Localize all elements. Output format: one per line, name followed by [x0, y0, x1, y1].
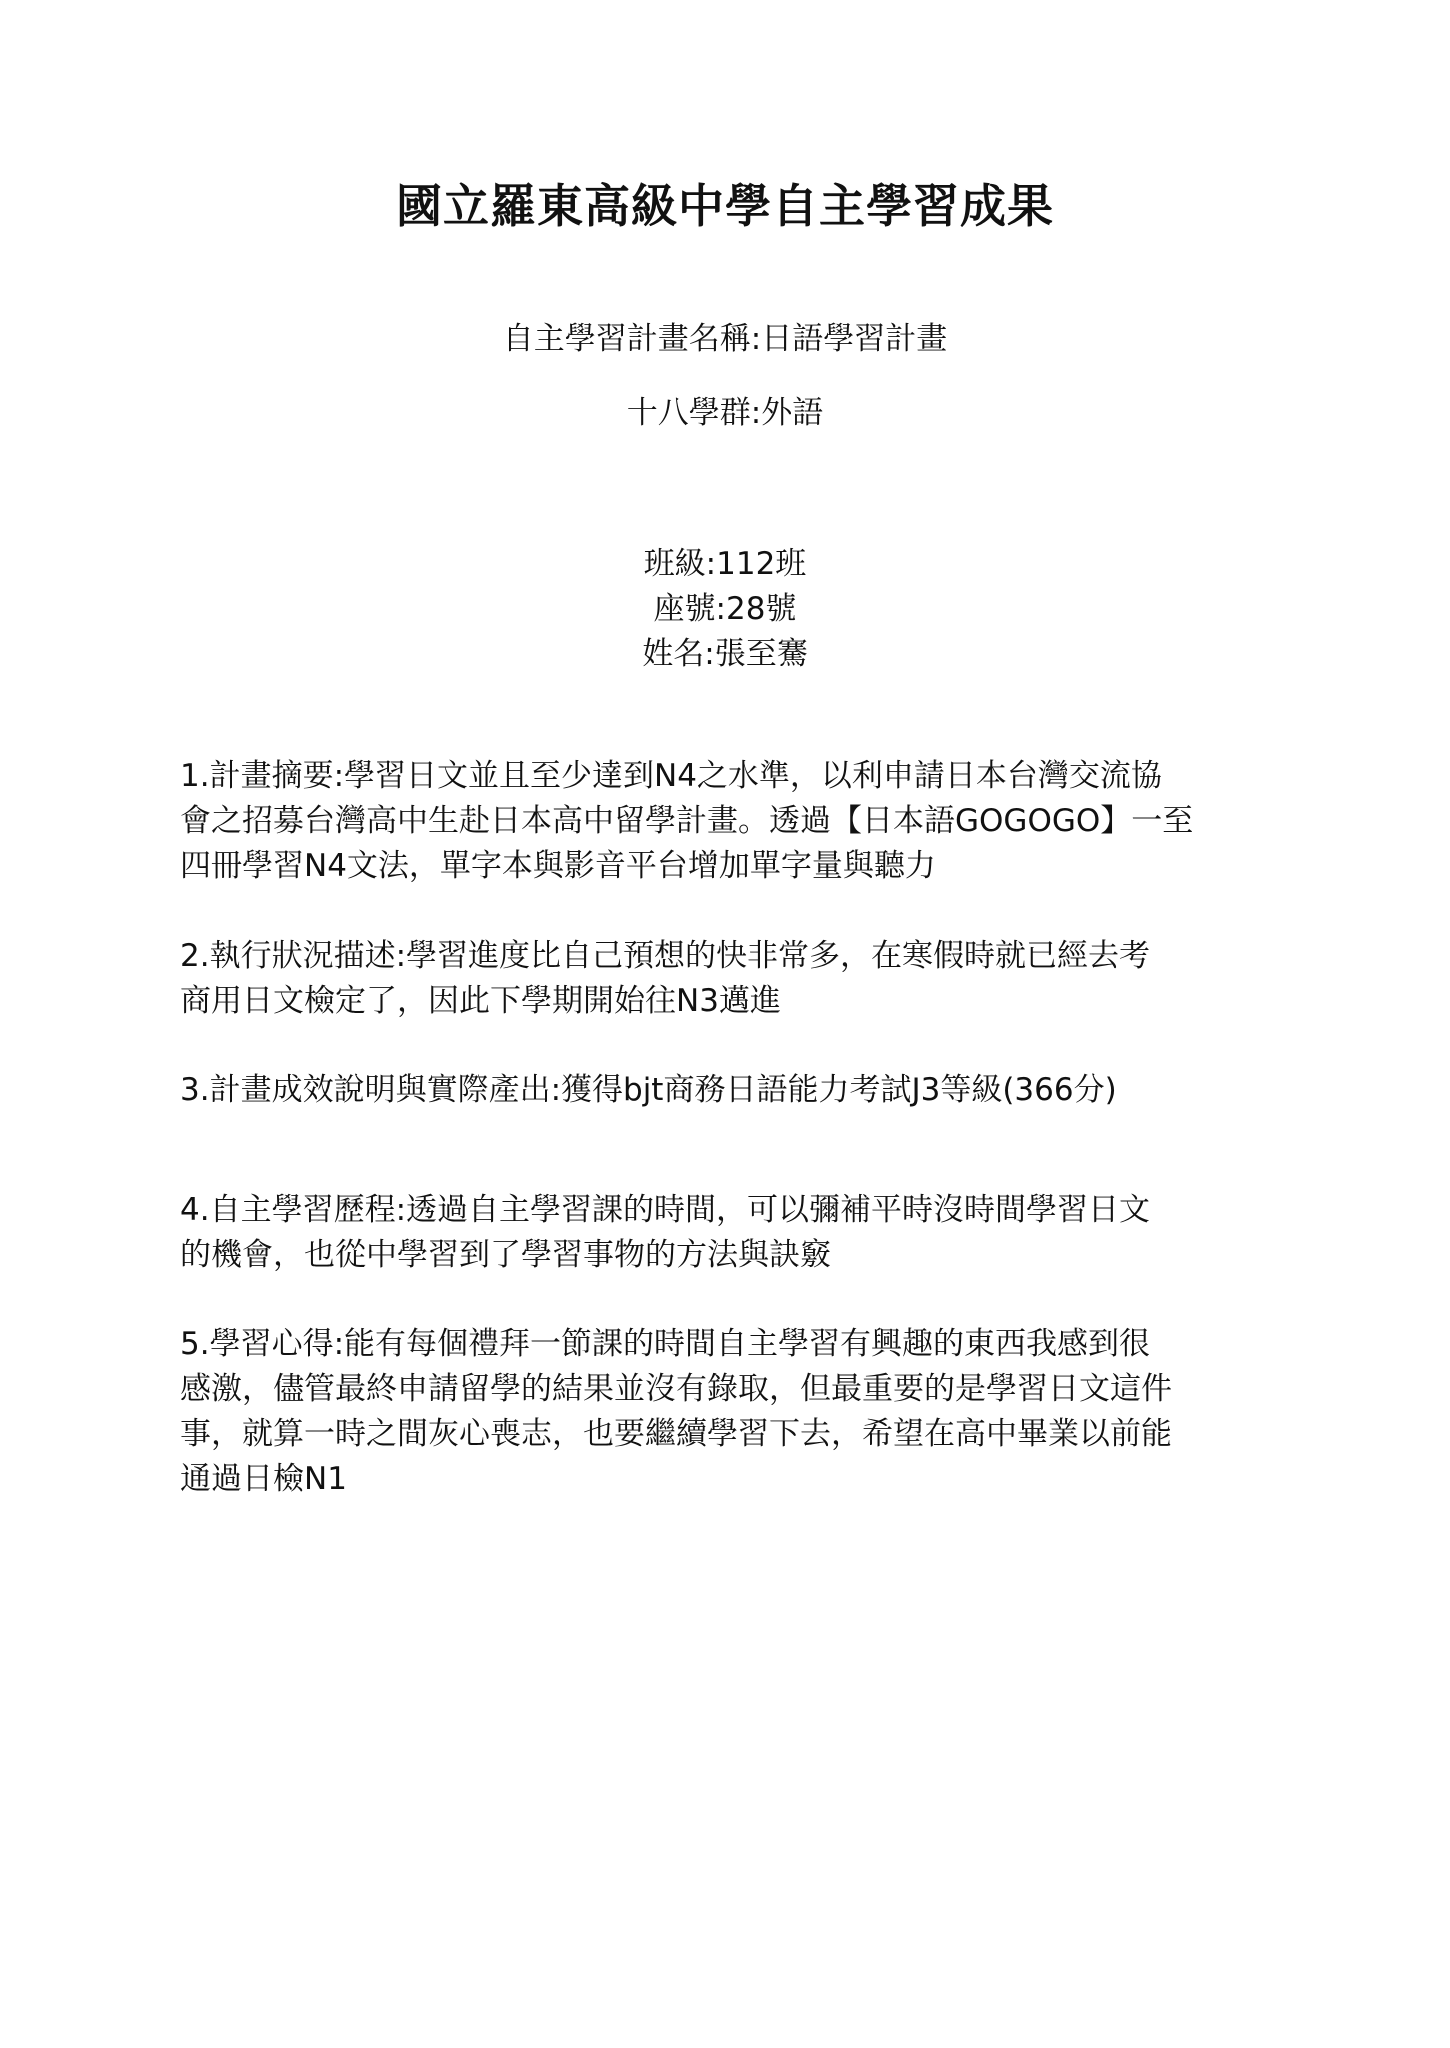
section-line: 通過日檢N1: [180, 1461, 347, 1497]
seat-info: 座號:28號: [653, 591, 797, 627]
section-line: 會之招募台灣高中生赴日本高中留學計畫。透過【日本語GOGOGO】一至: [180, 803, 1194, 839]
section-reflection: [180, 1322, 1280, 1502]
plan-name: 自主學習計畫名稱:日語學習計畫: [502, 321, 948, 357]
section-line: 商用日文檢定了，因此下學期開始往N3邁進: [180, 983, 781, 1019]
name-info: 姓名:張至騫: [642, 636, 808, 672]
section-execution: [180, 934, 1280, 1024]
section-line: 3.計畫成效說明與實際產出:獲得bjt商務日語能力考試J3等級(366分): [180, 1072, 1117, 1108]
section-line: 5.學習心得:能有每個禮拜一節課的時間自主學習有興趣的東西我感到很: [180, 1326, 1151, 1362]
section-results: [180, 1068, 1280, 1113]
study-group: 十八學群:外語: [626, 395, 824, 431]
section-summary: [180, 754, 1280, 889]
section-line: 四冊學習N4文法，單字本與影音平台增加單字量與聽力: [180, 848, 936, 884]
document-title: 國立羅東高級中學自主學習成果: [396, 179, 1054, 233]
section-line: 事，就算一時之間灰心喪志，也要繼續學習下去，希望在高中畢業以前能: [180, 1416, 1172, 1452]
class-info: 班級:112班: [643, 546, 807, 582]
section-line: 的機會，也從中學習到了學習事物的方法與訣竅: [180, 1237, 831, 1273]
section-process: [180, 1188, 1280, 1278]
section-line: 1.計畫摘要:學習日文並且至少達到N4之水準，以利申請日本台灣交流協: [180, 758, 1162, 794]
section-line: 感激，儘管最終申請留學的結果並沒有錄取，但最重要的是學習日文這件: [180, 1371, 1172, 1407]
student-info: [0, 542, 1450, 677]
section-line: 2.執行狀況描述:學習進度比自己預想的快非常多，在寒假時就已經去考: [180, 938, 1151, 974]
section-line: 4.自主學習歷程:透過自主學習課的時間，可以彌補平時沒時間學習日文: [180, 1192, 1151, 1228]
